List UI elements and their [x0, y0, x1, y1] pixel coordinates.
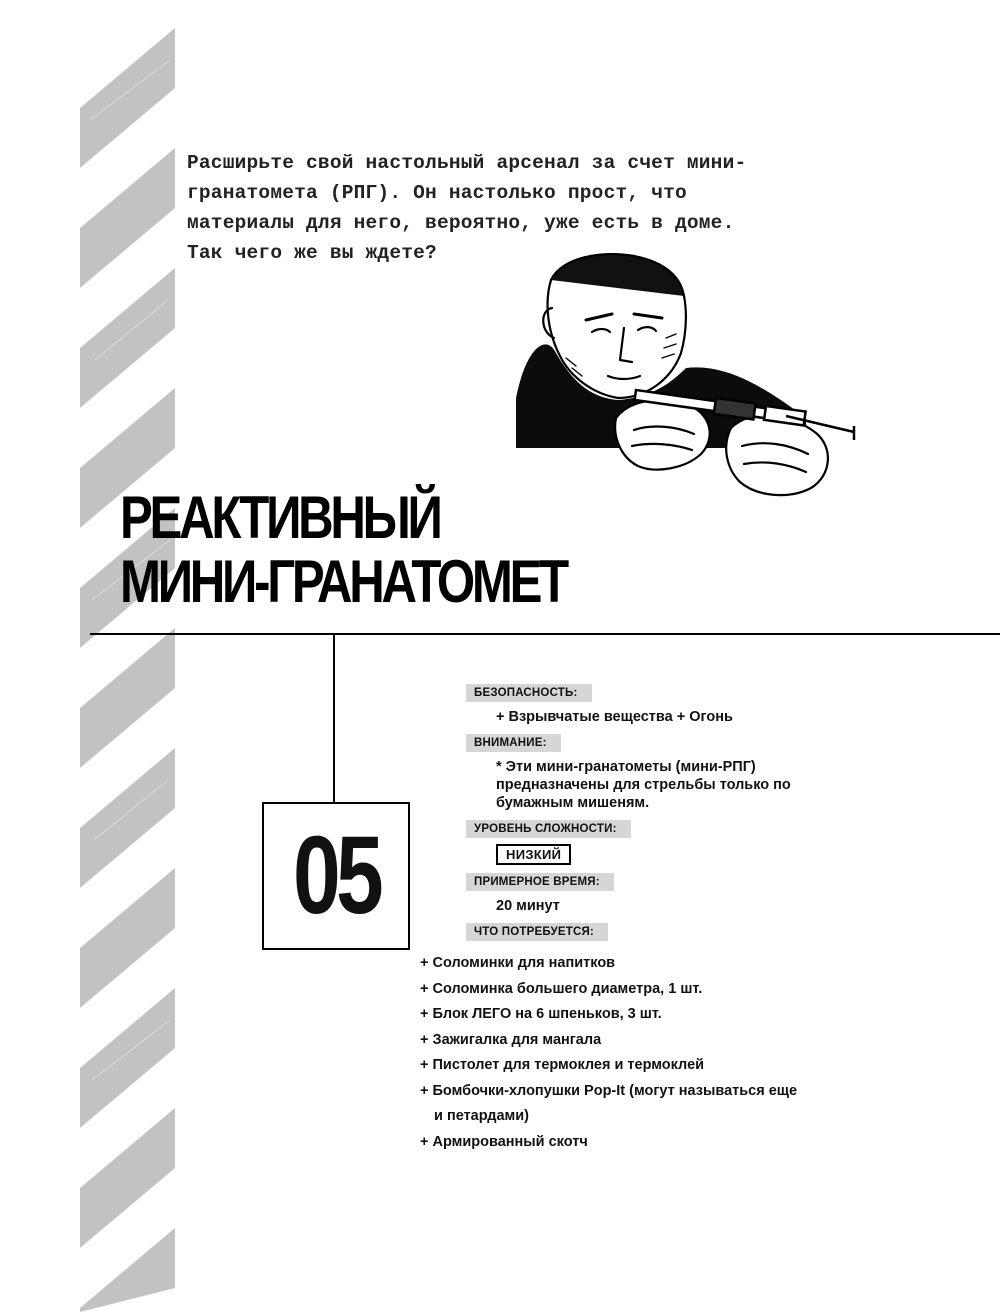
- vertical-divider: [333, 634, 335, 804]
- project-number-box: [262, 802, 410, 950]
- list-item: + Пистолет для термоклея и термоклей: [420, 1057, 705, 1073]
- list-item: + Соломинка большего диаметра, 1 шт.: [420, 980, 703, 997]
- materials-list: [420, 951, 860, 1155]
- intro-line: материалы для него, вероятно, уже есть в доме.: [187, 212, 735, 234]
- project-info: [420, 684, 860, 1155]
- warning-text: [496, 758, 860, 812]
- list-item: + Соломинки для напитков: [420, 955, 616, 971]
- title-line: РЕАКТИВНЫЙ: [120, 484, 440, 551]
- list-item: + Зажигалка для мангала: [420, 1031, 602, 1048]
- decorative-stripes: [0, 0, 180, 1312]
- intro-line: гранатомета (РПГ). Он настолько прост, что: [187, 182, 687, 204]
- intro-line: Так чего же вы ждете?: [187, 242, 437, 264]
- difficulty-label: УРОВЕНЬ СЛОЖНОСТИ:: [466, 820, 631, 838]
- list-item: + Бомбочки-хлопушки Pop-It (могут называться еще: [420, 1082, 798, 1099]
- materials-label: ЧТО ПОТРЕБУЕТСЯ:: [466, 923, 608, 941]
- warning-line: бумажным мишеням.: [496, 795, 650, 811]
- page-title: [120, 486, 566, 614]
- man-aiming-launcher-illustration: [516, 248, 866, 508]
- difficulty-badge: НИЗКИЙ: [496, 844, 571, 865]
- list-item: и петардами): [434, 1108, 529, 1124]
- list-item: + Армированный скотч: [420, 1133, 588, 1150]
- warning-line: предназначены для стрельбы только по: [496, 777, 791, 793]
- safety-value: + Взрывчатые вещества + Огонь: [496, 709, 733, 725]
- title-line: МИНИ-ГРАНАТОМЕТ: [120, 548, 566, 615]
- time-label: ПРИМЕРНОЕ ВРЕМЯ:: [466, 873, 614, 891]
- safety-label: БЕЗОПАСНОСТЬ:: [466, 684, 592, 702]
- project-number: 05: [292, 814, 380, 937]
- intro-line: Расширьте свой настольный арсенал за счет мини-: [187, 152, 747, 174]
- list-item: + Блок ЛЕГО на 6 шпеньков, 3 шт.: [420, 1006, 662, 1022]
- warning-line: * Эти мини-гранатометы (мини-РПГ): [496, 759, 756, 775]
- warning-label: ВНИМАНИЕ:: [466, 734, 561, 752]
- time-value: 20 минут: [496, 898, 560, 914]
- horizontal-divider: [90, 633, 1000, 635]
